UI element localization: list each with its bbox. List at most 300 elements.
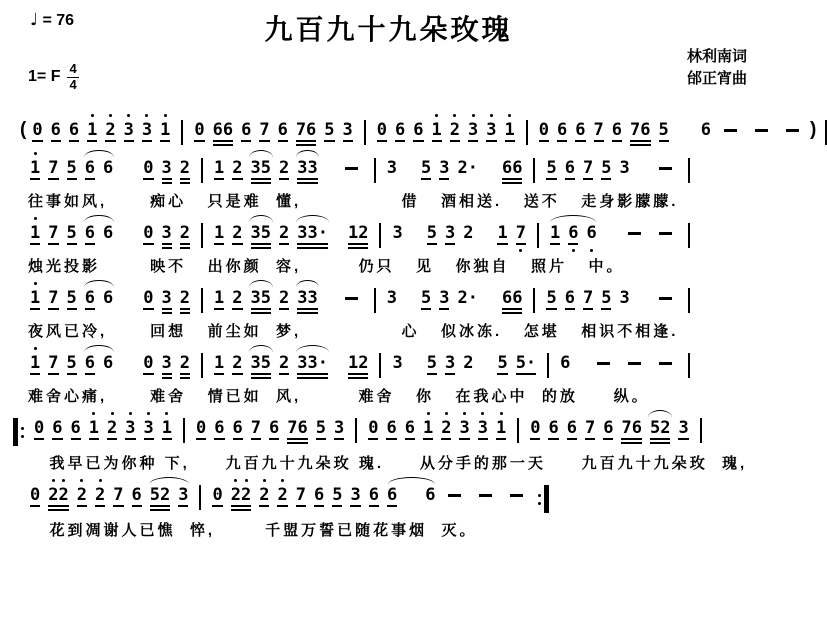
- note-char: 1: [162, 418, 172, 438]
- octave-dot-above: [263, 479, 266, 482]
- note-char: 1: [30, 223, 40, 243]
- note: 0: [194, 120, 205, 140]
- barline: [533, 158, 535, 183]
- note: 0: [368, 418, 379, 438]
- repeat-dots: [21, 427, 24, 438]
- note: 5: [315, 418, 326, 438]
- note: [516, 223, 526, 245]
- note: 2: [180, 223, 190, 249]
- note: 7: [593, 120, 604, 140]
- system-6: [6, 418, 773, 473]
- note: 7: [582, 158, 594, 178]
- duration-dash: [628, 232, 641, 235]
- note: 3: [178, 485, 189, 505]
- repeat-thick-bar: [544, 485, 549, 513]
- duration-dash: [659, 167, 672, 170]
- note: 6: [575, 120, 586, 140]
- note: 66: [502, 288, 522, 314]
- note: 7: [48, 288, 59, 308]
- note: 3: [386, 158, 397, 178]
- note: 0: [196, 418, 207, 438]
- note: 33·: [297, 223, 328, 249]
- system-4: [6, 288, 773, 341]
- score-header: [0, 0, 777, 102]
- octave-dot-above: [500, 412, 503, 415]
- note: [89, 418, 99, 440]
- note-char: 3: [468, 120, 478, 140]
- note-char: 2: [48, 485, 58, 505]
- octave-dot-above: [147, 412, 150, 415]
- note-char: 2: [105, 120, 115, 140]
- system-3: [6, 223, 773, 276]
- note: 3: [439, 158, 450, 178]
- note: 3: [162, 353, 172, 379]
- note: 2: [232, 223, 243, 243]
- note: 3: [333, 418, 345, 438]
- note: 76: [621, 418, 641, 444]
- note: 6: [603, 418, 614, 438]
- octave-dot-below: [572, 249, 575, 252]
- slur-group: [247, 158, 275, 184]
- barline: [201, 353, 203, 378]
- note-char: 3: [486, 120, 496, 140]
- note-char: 1: [496, 418, 506, 438]
- note: 0: [212, 485, 223, 505]
- note: 33·: [297, 353, 328, 379]
- note: [478, 418, 488, 440]
- octave-dot-above: [165, 412, 168, 415]
- repeat-dot: [538, 494, 541, 497]
- note: [30, 158, 40, 180]
- barline: [547, 353, 549, 378]
- repeat-dot: [21, 427, 24, 430]
- note: 6: [232, 418, 243, 438]
- note: 6: [52, 418, 63, 438]
- duration-dash: [345, 297, 358, 300]
- system-2: [6, 158, 773, 211]
- duration-dash: [755, 129, 768, 132]
- note: 7: [584, 418, 596, 438]
- octave-dot-above: [281, 479, 284, 482]
- note: 6: [103, 288, 114, 308]
- note: 2: [232, 353, 243, 373]
- notes-row: [6, 119, 817, 146]
- slur-group: [293, 288, 321, 314]
- barline: [199, 485, 201, 510]
- note: [160, 120, 170, 142]
- note: 7: [582, 288, 594, 308]
- note-char: 2: [107, 418, 117, 438]
- note: 6: [368, 485, 379, 505]
- barline: [526, 120, 528, 145]
- duration-dash: [345, 167, 358, 170]
- note: 3: [342, 120, 353, 140]
- note: 2: [463, 223, 474, 243]
- repeat-dot: [21, 435, 24, 438]
- note-char: 1: [423, 418, 433, 438]
- octave-dot-above: [508, 114, 511, 117]
- octave-dot-above: [164, 114, 167, 117]
- lyrics-row: 烛光投影 映不 出你颜 容, 仍只 见 你独自 照片 中。: [28, 258, 625, 275]
- barline: [374, 288, 376, 313]
- note-char: 7: [516, 223, 526, 243]
- note: 6: [214, 418, 225, 438]
- slur-group: [383, 485, 440, 507]
- note: [48, 485, 69, 511]
- note: 6: [313, 485, 325, 505]
- note: 2·: [457, 288, 478, 308]
- octave-dot-above: [62, 479, 65, 482]
- note-char: 3: [144, 418, 154, 438]
- slur-group: [247, 223, 275, 249]
- duration-dash: [510, 494, 523, 497]
- note: [231, 485, 252, 511]
- note: 2: [180, 158, 190, 184]
- note: 0: [143, 288, 154, 308]
- note-char: 1: [432, 120, 442, 140]
- note: 5: [601, 158, 612, 178]
- octave-dot-above: [34, 282, 37, 285]
- notes-row: [6, 158, 773, 184]
- slur-group: [81, 158, 118, 180]
- note: 1: [549, 223, 561, 243]
- note: [105, 120, 115, 142]
- note: 35: [251, 288, 271, 314]
- note: 5: [332, 485, 343, 505]
- note: 52: [650, 418, 670, 444]
- tempo-value: = 76: [42, 12, 75, 29]
- note-char: 1: [30, 353, 40, 373]
- note-char: 2: [231, 485, 241, 505]
- note: 5: [546, 288, 557, 308]
- note: [125, 418, 135, 440]
- duration-dash: [628, 362, 641, 365]
- note: 5: [324, 120, 335, 140]
- time-signature-numerator: 4: [69, 61, 77, 76]
- slur-group: [146, 485, 193, 511]
- time-signature: [67, 62, 78, 93]
- slur-group: [247, 288, 275, 314]
- note: 6: [700, 120, 712, 140]
- system-5: [6, 353, 773, 406]
- octave-dot-above: [145, 114, 148, 117]
- note: 6: [84, 158, 95, 178]
- lyrics-row: 夜风已冷, 回想 前尘如 梦, 心 似冰冻. 怎堪 相识不相逢.: [28, 323, 679, 340]
- note-char: 2: [59, 485, 69, 505]
- notes-row: [6, 288, 773, 314]
- note: 5: [66, 288, 77, 308]
- barline: [201, 288, 203, 313]
- note: 52: [150, 485, 170, 511]
- note-char: 1: [160, 120, 170, 140]
- note: 3: [444, 223, 456, 243]
- note-char: 3: [124, 120, 134, 140]
- note: [277, 485, 287, 507]
- note: 66: [213, 120, 233, 146]
- note: 0: [538, 120, 550, 140]
- note: 6: [84, 288, 95, 308]
- barline: [201, 223, 203, 248]
- note: 6: [395, 120, 406, 140]
- slur-group: [81, 288, 118, 310]
- note: 2: [463, 353, 474, 373]
- score: [0, 102, 817, 540]
- note: 3: [619, 288, 630, 308]
- repeat-dots: [538, 494, 541, 505]
- note: 6: [560, 353, 571, 373]
- barline: [379, 353, 381, 378]
- octave-dot-above: [453, 114, 456, 117]
- note: 3: [678, 418, 689, 438]
- note: 3: [392, 353, 403, 373]
- note: 5: [426, 353, 437, 373]
- note: 0: [376, 120, 388, 140]
- note: 66: [502, 158, 522, 184]
- slur-group: [81, 223, 118, 245]
- note: 3: [392, 223, 403, 243]
- note: 6: [70, 418, 81, 438]
- notes-row: [6, 418, 773, 446]
- octave-dot-above: [34, 217, 37, 220]
- repeat-end-sign: [535, 485, 549, 513]
- note-char: 2: [95, 485, 105, 505]
- note: 6: [68, 120, 80, 140]
- duration-dash: [659, 362, 672, 365]
- note: [259, 485, 269, 507]
- tempo-marking: [30, 10, 74, 30]
- slur-group: [293, 353, 332, 379]
- system-7: [6, 485, 773, 540]
- barline: [537, 223, 539, 248]
- lyrics-row: 花到凋谢人已憔 悴, 千盟万誓已随花事烟 灭。: [28, 522, 478, 539]
- barline: [181, 120, 183, 145]
- note: 5: [66, 158, 77, 178]
- duration-dash: [479, 494, 492, 497]
- note: 12: [348, 223, 368, 249]
- note: 6: [404, 418, 415, 438]
- note: [87, 120, 97, 142]
- note: 6: [557, 120, 568, 140]
- note: 6: [611, 120, 623, 140]
- barline: [688, 158, 690, 183]
- note-char: 2: [259, 485, 269, 505]
- time-signature-denominator: 4: [69, 76, 77, 92]
- note: [162, 418, 172, 440]
- note: [441, 418, 451, 440]
- barline: [533, 288, 535, 313]
- note: 35: [251, 158, 271, 184]
- octave-dot-above: [109, 114, 112, 117]
- note: 76: [630, 120, 650, 146]
- barline: [688, 288, 690, 313]
- note: 6: [425, 485, 436, 505]
- note: 5: [426, 223, 437, 243]
- barline: [183, 418, 185, 443]
- note: 0: [143, 223, 154, 243]
- note: [586, 223, 596, 243]
- notes-row: [6, 353, 773, 379]
- note-char: 2: [277, 485, 287, 505]
- barline: [364, 120, 366, 145]
- octave-dot-above: [91, 114, 94, 117]
- octave-dot-above: [92, 412, 95, 415]
- note: [144, 418, 154, 440]
- note: 33: [297, 158, 317, 184]
- note: [496, 418, 506, 440]
- note: 5: [66, 353, 77, 373]
- note: [568, 223, 578, 245]
- duration-dash: [659, 232, 672, 235]
- note: 12: [348, 353, 368, 379]
- note: 7: [250, 418, 261, 438]
- note: 2: [278, 353, 290, 373]
- slur-group: [293, 223, 332, 249]
- note: 1: [214, 353, 225, 373]
- note: [423, 418, 433, 440]
- note: 0: [30, 485, 41, 505]
- note: [486, 120, 496, 142]
- duration-dash: [724, 129, 737, 132]
- note-char: 3: [478, 418, 488, 438]
- barline: [517, 418, 519, 443]
- note: 1: [214, 158, 225, 178]
- note: 6: [277, 120, 288, 140]
- duration-dash: [786, 129, 799, 132]
- octave-dot-above: [463, 412, 466, 415]
- note: 0: [143, 353, 154, 373]
- note-char: 1: [30, 288, 40, 308]
- note: 6: [84, 223, 95, 243]
- note: 0: [143, 158, 154, 178]
- note-char: 1: [30, 158, 40, 178]
- composer-credit: 邰正宵曲: [686, 69, 747, 87]
- octave-dot-above: [245, 479, 248, 482]
- credits: [687, 46, 747, 90]
- octave-dot-above: [481, 412, 484, 415]
- note: 2: [278, 288, 290, 308]
- repeat-dot: [538, 502, 541, 505]
- note: 5: [497, 353, 508, 373]
- note: 33: [297, 288, 317, 314]
- notes-row: [6, 223, 773, 249]
- note: 3: [162, 288, 172, 314]
- note: 3: [619, 158, 630, 178]
- note: 2·: [457, 158, 478, 178]
- note: 5: [66, 223, 77, 243]
- note: 6: [564, 158, 575, 178]
- note: 2: [180, 353, 190, 379]
- note: 2: [278, 223, 290, 243]
- note: 7: [113, 485, 124, 505]
- note: 5: [420, 288, 432, 308]
- octave-dot-below: [519, 249, 522, 252]
- slur-group: [293, 158, 321, 184]
- note: 5·: [515, 353, 537, 373]
- note: [432, 120, 442, 142]
- note: 0: [34, 418, 45, 438]
- octave-dot-above: [490, 114, 493, 117]
- note: 5: [420, 158, 432, 178]
- octave-dot-above: [435, 114, 438, 117]
- note: 6: [413, 120, 424, 140]
- system-1: [6, 119, 817, 146]
- slur-group: [546, 223, 601, 245]
- note-char: 1: [87, 120, 97, 140]
- octave-dot-above: [52, 479, 55, 482]
- note: 6: [84, 353, 95, 373]
- note: 3: [350, 485, 361, 505]
- note: 35: [251, 353, 271, 379]
- note-char: 3: [125, 418, 135, 438]
- note: [95, 485, 105, 507]
- barline: [355, 418, 357, 443]
- note-char: 2: [241, 485, 251, 505]
- note: 7: [295, 485, 306, 505]
- parenthesis: (: [20, 119, 27, 140]
- note: 7: [259, 120, 270, 140]
- note: 5: [658, 120, 669, 140]
- note: 1: [214, 223, 225, 243]
- note-char: 3: [142, 120, 152, 140]
- slur-group: [646, 418, 674, 444]
- note-char: 3: [459, 418, 469, 438]
- note: 6: [103, 353, 114, 373]
- note: 6: [131, 485, 142, 505]
- lyricist-credit: 林利南词: [686, 48, 747, 65]
- parenthesis: ): [810, 119, 817, 140]
- octave-dot-above: [34, 152, 37, 155]
- note-char: 6: [568, 223, 578, 243]
- song-title: 九百九十九朵玫瑰: [264, 14, 513, 45]
- note: [30, 223, 40, 245]
- note: [30, 288, 40, 310]
- note: 5: [546, 158, 557, 178]
- note: 35: [251, 223, 271, 249]
- note: 7: [48, 158, 59, 178]
- octave-dot-above: [127, 114, 130, 117]
- note: 6: [548, 418, 559, 438]
- note: 3: [162, 158, 172, 184]
- note: [450, 120, 460, 142]
- note: 3: [444, 353, 456, 373]
- note: 0: [530, 418, 541, 438]
- note: 6: [386, 485, 398, 505]
- barline: [379, 223, 381, 248]
- lyrics-row: 难舍心痛, 难舍 情已如 风, 难舍 你 在我心中 的放 纵。: [28, 388, 650, 405]
- octave-dot-above: [99, 479, 102, 482]
- note: 7: [48, 223, 59, 243]
- note: [30, 353, 40, 375]
- note: 6: [564, 288, 575, 308]
- note-char: 6: [586, 223, 596, 243]
- note: 7: [48, 353, 59, 373]
- lyrics-row: 我早已为你种 下, 九百九十九朵玫 瑰. 从分手的那一天 九百九十九朵玫 瑰,: [28, 455, 748, 472]
- note-char: 2: [450, 120, 460, 140]
- note: [107, 418, 117, 440]
- note: [505, 120, 515, 142]
- note: 1: [214, 288, 225, 308]
- quarter-note-icon: ♩: [30, 10, 39, 30]
- note: [468, 120, 478, 142]
- note: 5: [601, 288, 612, 308]
- note: 76: [296, 120, 316, 146]
- octave-dot-above: [80, 479, 83, 482]
- octave-dot-above: [129, 412, 132, 415]
- octave-dot-above: [427, 412, 430, 415]
- note: 6: [103, 158, 114, 178]
- note: 6: [566, 418, 577, 438]
- notes-row: [6, 485, 773, 513]
